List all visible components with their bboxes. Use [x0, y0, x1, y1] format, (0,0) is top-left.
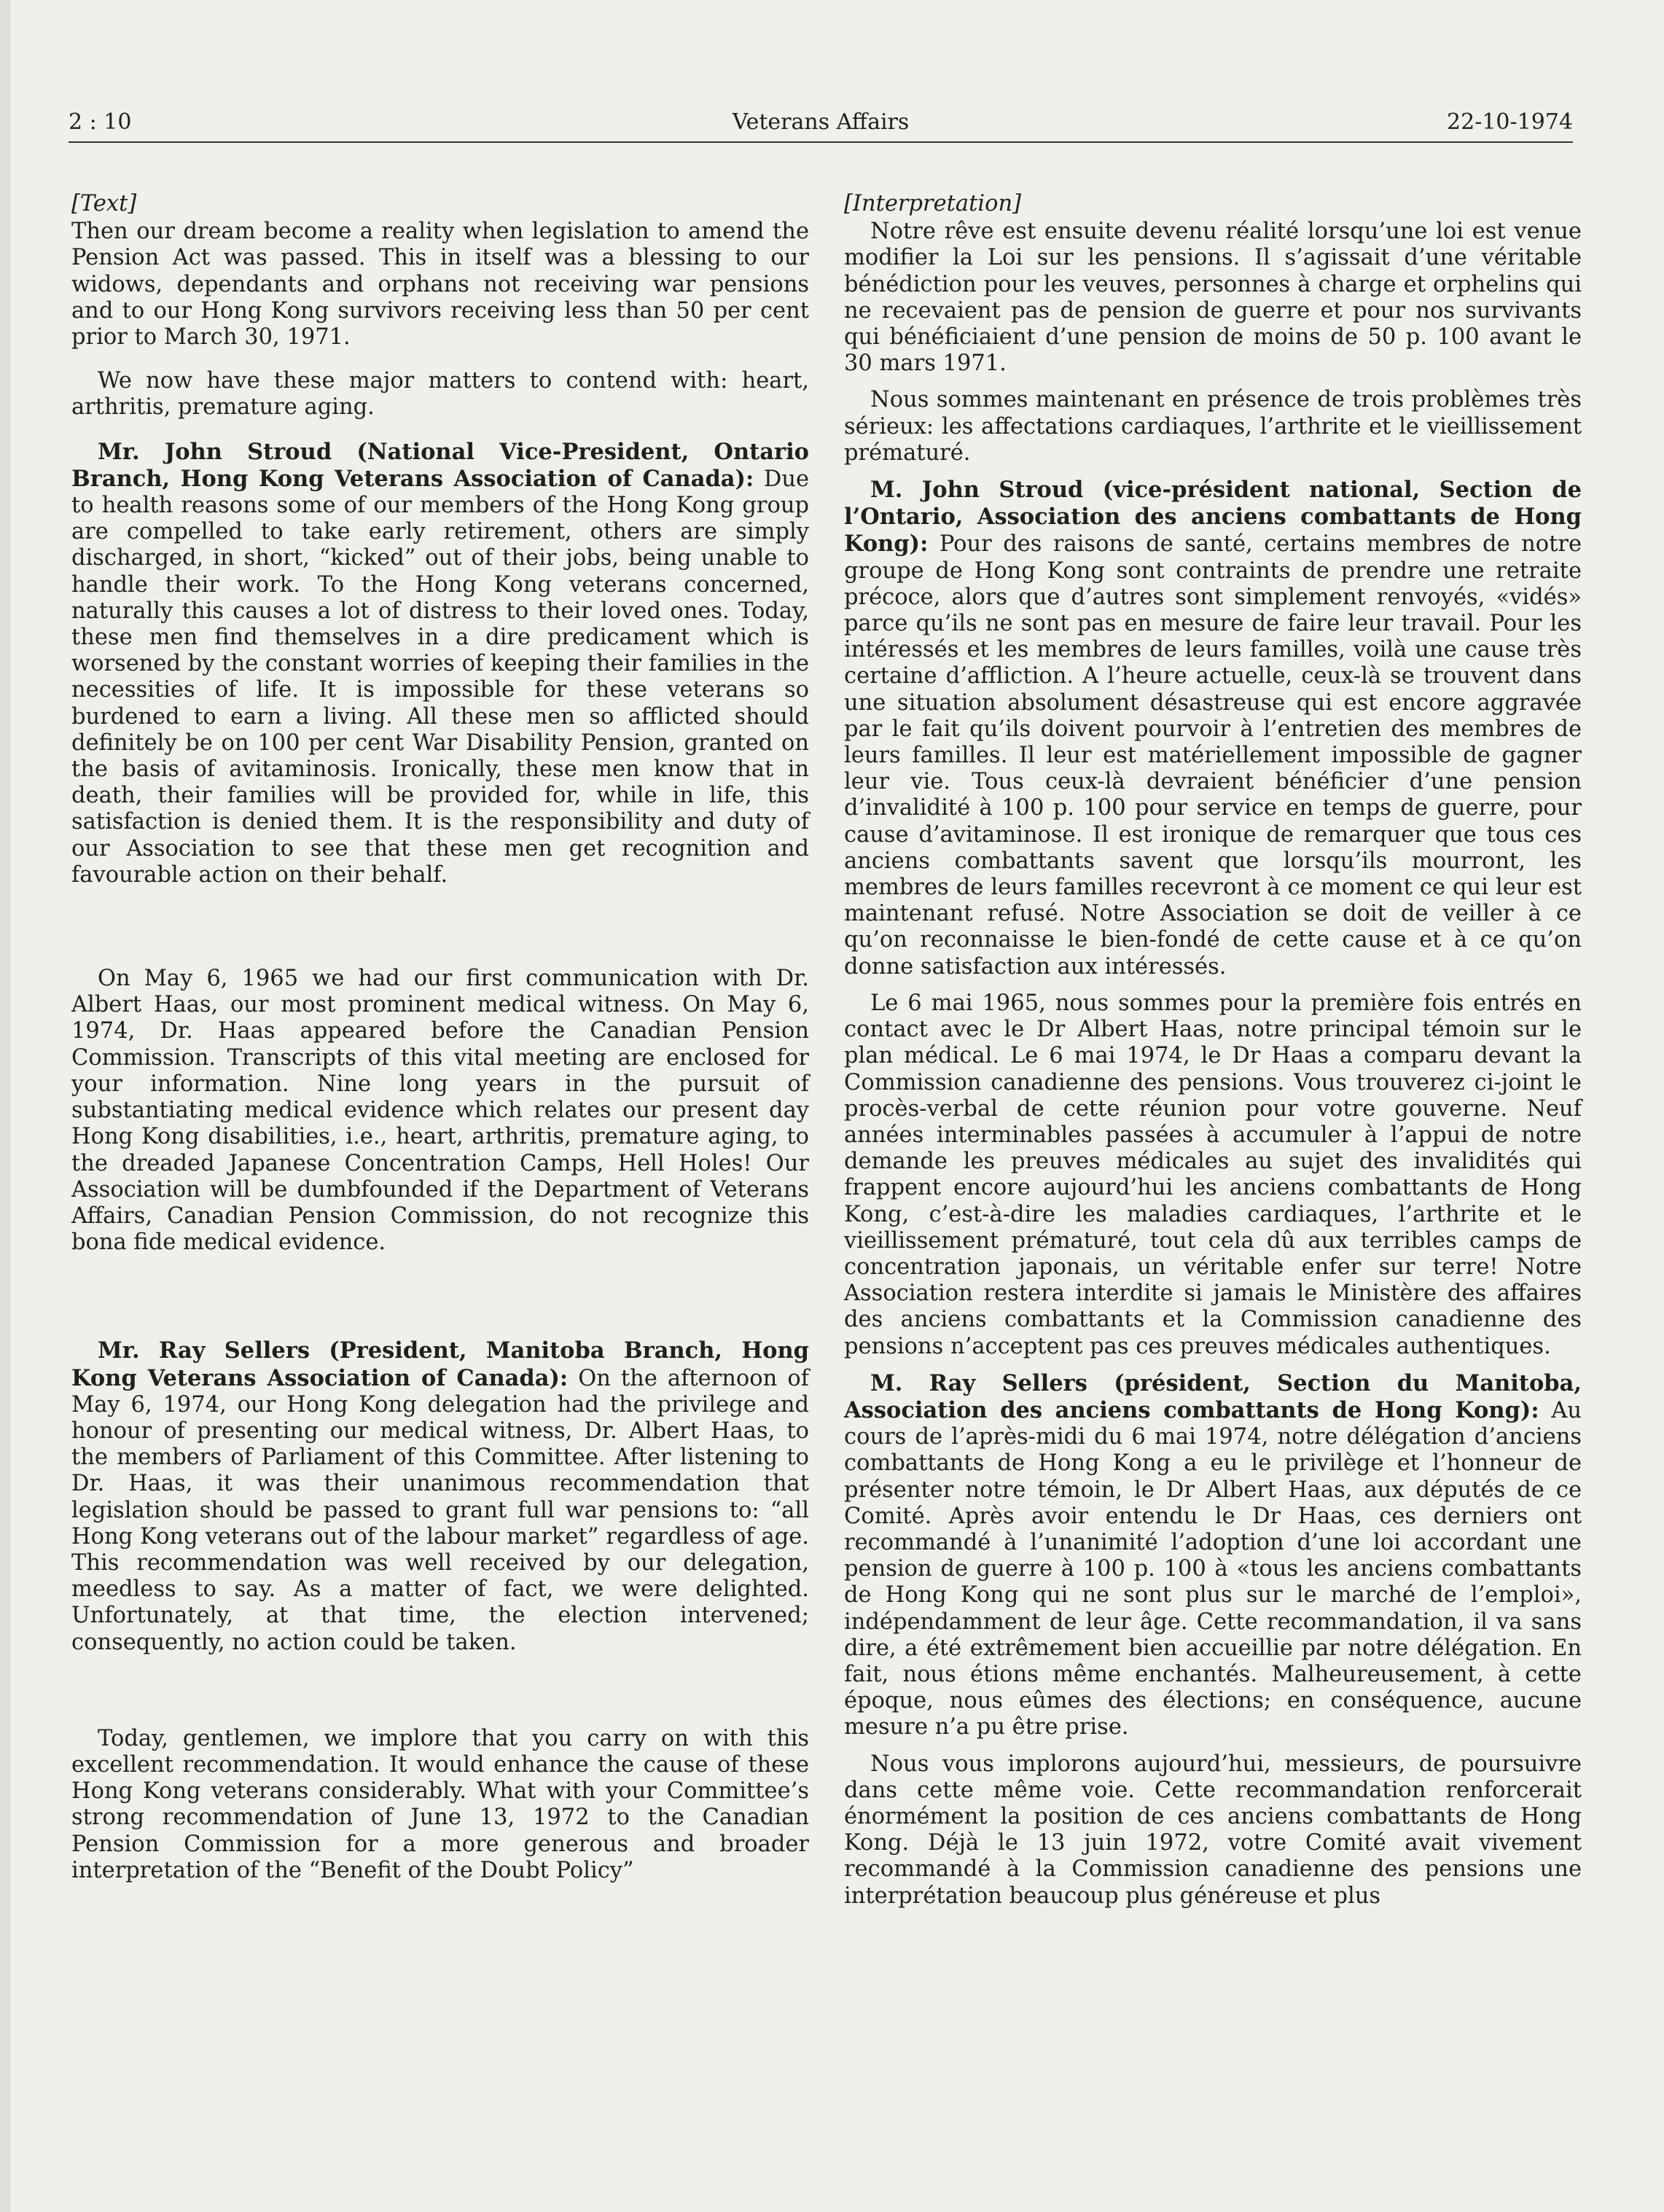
page-header: [69, 106, 1573, 143]
page-edge-shadow: [0, 0, 10, 2212]
paragraph: [844, 1751, 1582, 1910]
interpretation-marker: [Interpretation]: [844, 191, 1021, 216]
speaker-paragraph: [844, 477, 1582, 980]
paragraph: [844, 219, 1582, 377]
speaker-paragraph: [844, 1370, 1582, 1741]
french-column: [844, 191, 1582, 1931]
paragraph-text: On the afternoon of May 6, 1974, our Hong Kong delegation had the privilege and honour of presenting our medical witness, Dr. Albert Haas, to the members of Parliament of this Committee. After listening to Dr. Haas, it was their unanimous recommendation that legislation should be passed to grant full war pensions to: “all Hong Kong veterans out of the labour market” regardless of age. This recommendation was well received by our delegation, meedless to say. As a matter of fact, we were delighted. Unfortunately, at that time, the election intervened; consequently, no action could be taken.: [71, 1365, 809, 1655]
paragraph-text: Au cours de l’après-midi du 6 mai 1974, notre délégation d’anciens combattants de Hong Kong a eu le privilège et l’honneur de présenter notre témoin, le Dr Albert Haas, aux députés de ce Comité. Après avoir entendu le Dr Haas, ces derniers ont recommandé à l’unanimité l’adoption d’une loi accordant une pension de guerre à 100 p. 100 à «tous les anciens combattants de Hong Kong qui ne sont plus sur le marché de l’emploi», indépendamment de leur âge. Cette recommandation, il va sans dire, a été extrêmement bien accueillie par notre délégation. En fait, nous étions même enchantés. Malheureusement, à cette époque, nous eûmes des élections; en conséquence, aucune mesure n’a pu être prise.: [844, 1397, 1582, 1740]
paragraph-text: Le 6 mai 1965, nous sommes pour la première fois entrés en contact avec le Dr Albert Haas, notre principal témoin sur le plan médical. Le 6 mai 1974, le Dr Haas a comparu devant la Commission canadienne des pensions. Vous trouverez ci-joint le procès-verbal de cette réunion pour votre gouverne. Neuf années interminables passées à accumuler à l’appui de notre demande les preuves médicales au sujet des invalidités qui frappent encore aujourd’hui les anciens combattants de Hong Kong, c’est-à-dire les maladies cardiaques, l’arthrite et le vieillissement prématuré, tout cela dû aux terribles camps de concentration japonais, un véritable enfer sur terre! Notre Association restera interdite si jamais le Ministère des affaires des anciens combattants et la Commission canadienne des pensions n’acceptent pas ces preuves médicales authentiques.: [844, 990, 1582, 1359]
paragraph-text: Then our dream become a reality when legislation to amend the Pension Act was passed. This in itself was a blessing to our widows, dependants and orphans not receiving war pensions and to our Hong Kong survivors receiving less than 50 per cent prior to March 30, 1971.: [71, 219, 809, 351]
page-date: 22-10-1974: [1447, 109, 1573, 135]
paragraph: [71, 219, 809, 351]
speaker-name: Mr. Ray Sellers (President, Manitoba Branch, Hong Kong Veterans Association of Canada):: [71, 1337, 809, 1391]
paragraph-text: Nous sommes maintenant en présence de trois problèmes très sérieux: les affectations cardiaques, l’arthrite et le vieillissement prématuré.: [844, 387, 1582, 466]
paragraph-text: We now have these major matters to contend with: heart, arthritis, premature aging.: [71, 368, 809, 421]
paragraph: [71, 966, 809, 1256]
paragraph-text: Today, gentlemen, we implore that you carry on with this excellent recommendation. It would enhance the cause of these Hong Kong veterans considerably. What with your Committee’s strong recommendation of June 13, 1972 to the Canadian Pension Commission for a more generous and broader interpretation of the “Benefit of the Doubt Policy”: [71, 1725, 809, 1883]
speaker-name: M. Ray Sellers (président, Section du Manitoba, Association des anciens combattants de Hong Kong):: [844, 1369, 1582, 1423]
speaker-name: M. John Stroud (vice-président national, Section de l’Ontario, Association des anciens combattants de Hong Kong):: [844, 477, 1582, 558]
paragraph: [844, 990, 1582, 1360]
english-column: [71, 191, 809, 1906]
paragraph-text: Nous vous implorons aujourd’hui, messieurs, de poursuivre dans cette même voie. Cette recommandation renforcerait énormément la position de ces anciens combattants de Hong Kong. Déjà le 13 juin 1972, votre Comité avait vivement recommandé à la Commission canadienne des pensions une interprétation beaucoup plus généreuse et plus: [844, 1751, 1582, 1909]
speaker-name: Mr. John Stroud (National Vice-President, Ontario Branch, Hong Kong Veterans Association of Canada):: [71, 438, 809, 492]
paragraph-text: Notre rêve est ensuite devenu réalité lorsqu’une loi est venue modifier la Loi sur les pensions. Il s’agissait d’une véritable bénédiction pour les veuves, personnes à charge et orphelins qui ne recevaient pas de pension de guerre et pour nos survivants qui bénéficiaient d’une pension de moins de 50 p. 100 avant le 30 mars 1971.: [844, 219, 1582, 377]
text-marker: [Text]: [71, 191, 137, 216]
paragraph: [71, 368, 809, 421]
paragraph: [844, 387, 1582, 466]
speaker-paragraph: [71, 1337, 809, 1655]
paragraph-text: Due to health reasons some of our members of the Hong Kong group are compelled to take early retirement, others are simply discharged, in short, “kicked” out of their jobs, being unable to handle their work. To the Hong Kong veterans concerned, naturally this causes a lot of distress to their loved ones. Today, these men find themselves in a dire predicament which is worsened by the constant worries of keeping their families in the necessities of life. It is impossible for these veterans so burdened to earn a living. All these men so afflicted should definitely be on 100 per cent War Disability Pension, granted on the basis of avitaminosis. Ironically, these men know that in death, their families will be provided for, while in life, this satisfaction is denied them. It is the responsibility and duty of our Association to see that these men get recognition and favourable action on their behalf.: [71, 466, 810, 888]
paragraph-text: On May 6, 1965 we had our first communication with Dr. Albert Haas, our most prominent medical witness. On May 6, 1974, Dr. Haas appeared before the Canadian Pension Commission. Transcripts of this vital meeting are enclosed for your information. Nine long years in the pursuit of substantiating medical evidence which relates our present day Hong Kong disabilities, i.e., heart, arthritis, premature aging, to the dreaded Japanese Concentration Camps, Hell Holes! Our Association will be dumbfounded if the Department of Veterans Affairs, Canadian Pension Commission, do not recognize this bona fide medical evidence.: [71, 966, 809, 1256]
page-number: 2 : 10: [69, 109, 132, 135]
speaker-paragraph: [71, 439, 809, 888]
paragraph-text: Pour des raisons de santé, certains membres de notre groupe de Hong Kong sont contraints de prendre une retraite précoce, alors que d’autres sont simplement renvoyés, «vidés» parce qu’ils ne sont pas en mesure de faire leur travail. Pour les intéressés et les membres de leurs familles, voilà une cause très certaine d’affliction. A l’heure actuelle, ceux-là se trouvent dans une situation absolument désastreuse qui est encore aggravée par le fait qu’ils doivent pourvoir à l’entretien des membres de leurs familles. Il leur est matériellement impossible de gagner leur vie. Tous ceux-là devraient bénéficier d’une pension d’invalidité à 100 p. 100 pour service en temps de guerre, pour cause d’avitaminose. Il est ironique de remarquer que tous ces anciens combattants savent que lorsqu’ils mourront, les membres de leurs familles recevront à ce moment ce qui leur est maintenant refusé. Notre Association se doit de veiller à ce qu’on reconnaisse le bien-fondé de cette cause et à ce qu’on donne satisfaction aux intéressés.: [844, 531, 1582, 980]
paragraph: [71, 1726, 809, 1884]
page-title: Veterans Affairs: [732, 109, 910, 135]
